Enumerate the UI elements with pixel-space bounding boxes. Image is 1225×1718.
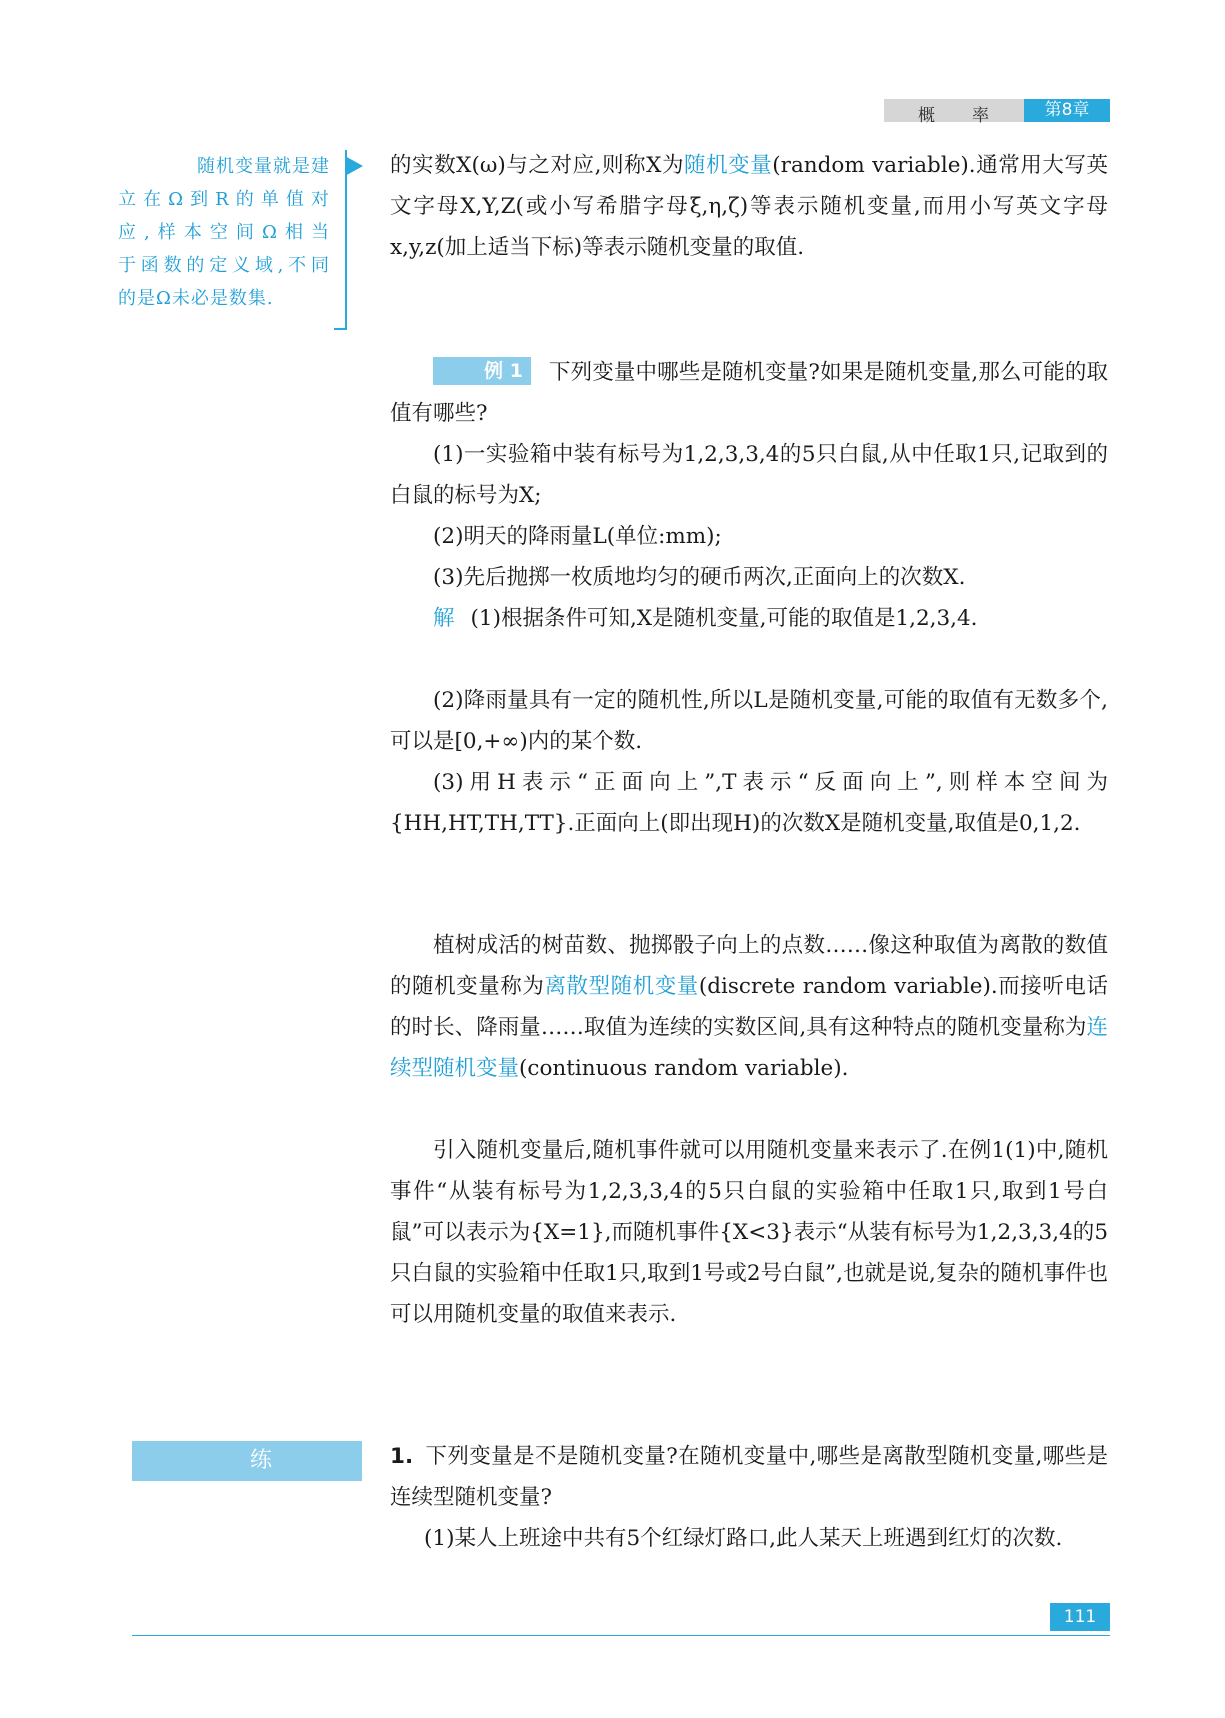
practice-question-1 [390, 1436, 1108, 1518]
term-random-variable: 随机变量 [684, 153, 773, 178]
body-paragraph-2: 引入随机变量后,随机事件就可以用随机变量来表示了.在例1(1)中,随机事件“从装有标号为1,2,3,3,4的5只白鼠的实验箱中任取1只,取到1号白鼠”可以表示为{X=1},而随机事件{X<3}表示“从装有标号为1,2,3,3,4的5只白鼠的实验箱中任取1只,取到1号或2号白鼠”,也就是说,复杂的随机事件也可以用随机变量的取值来表示. [390, 1138, 1108, 1327]
section-title-char-2: 率 [972, 106, 989, 126]
margin-note [118, 150, 330, 315]
chapter-label: 第8章 [1024, 99, 1110, 122]
intro-paragraph [390, 145, 1108, 268]
solution-1 [390, 598, 1108, 639]
body-text-a: 植树成活的树苗数、抛掷骰子向上的点数……像这种取值为离散的数值的随机变量称为 [390, 933, 1108, 999]
margin-note-tick [334, 328, 347, 330]
body-text-b: (discrete random variable).而接听电话的时长、降雨量……取值为连续的实数区间,具有这种特点的随机变量称为 [390, 974, 1108, 1040]
example-tag: 例 1 [433, 357, 531, 385]
page-number: 111 [1050, 1603, 1110, 1631]
body-paragraph-1 [390, 925, 1108, 1089]
intro-text-1: 的实数X(ω)与之对应,则称X为 [390, 153, 685, 178]
solution-1-text: (1)根据条件可知,X是随机变量,可能的取值是1,2,3,4. [470, 606, 978, 631]
term-continuous: 连续型随机变量 [390, 1015, 1108, 1081]
example-question [390, 352, 1108, 434]
solution-2: (2)降雨量具有一定的随机性,所以L是随机变量,可能的取值有无数多个,可以是[0,+∞)内的某个数. [390, 688, 1108, 754]
example-question-text: 下列变量中哪些是随机变量?如果是随机变量,那么可能的取值有哪些? [390, 360, 1108, 426]
question-number: 1. [390, 1444, 414, 1469]
footer-divider [132, 1635, 1110, 1636]
section-title-char-1: 概 [918, 106, 935, 126]
margin-note-arrow-icon [345, 156, 363, 176]
margin-note-line: 应,样本空间Ω相当 [118, 222, 330, 243]
margin-note-line: 于函数的定义域,不同 [118, 255, 330, 276]
example-item-3: (3)先后抛掷一枚质地均匀的硬币两次,正面向上的次数X. [433, 565, 966, 590]
term-discrete: 离散型随机变量 [544, 974, 699, 999]
practice-sub-1: (1)某人上班途中共有5个红绿灯路口,此人某天上班遇到红灯的次数. [424, 1526, 1063, 1551]
section-header [884, 99, 1024, 126]
margin-note-line: 的是Ω未必是数集. [118, 288, 274, 309]
margin-note-line: 随机变量就是建 [197, 156, 330, 177]
solution-3: (3)用H表示“正面向上”,T表示“反面向上”,则样本空间为{HH,HT,TH,TT}.正面向上(即出现H)的次数X是随机变量,取值是0,1,2. [390, 770, 1108, 836]
example-item-2: (2)明天的降雨量L(单位:mm); [433, 524, 722, 549]
body-text-c: (continuous random variable). [519, 1056, 849, 1081]
margin-note-line: 立在Ω到R的单值对 [118, 189, 330, 210]
margin-note-bar [345, 150, 347, 330]
practice-label-box [132, 1441, 362, 1513]
question-text: 下列变量是不是随机变量?在随机变量中,哪些是离散型随机变量,哪些是连续型随机变量? [390, 1444, 1108, 1510]
practice-label: 练 习 [250, 1448, 297, 1513]
intro-text-2: (random variable).通常用大写英文字母X,Y,Z(或小写希腊字母ξ,η,ζ)等表示随机变量,而用小写英文字母x,y,z(加上适当下标)等表示随机变量的取值. [390, 153, 1108, 260]
example-item-1: (1)一实验箱中装有标号为1,2,3,3,4的5只白鼠,从中任取1只,记取到的白鼠的标号为X; [390, 442, 1108, 508]
solution-label: 解 [433, 606, 455, 631]
